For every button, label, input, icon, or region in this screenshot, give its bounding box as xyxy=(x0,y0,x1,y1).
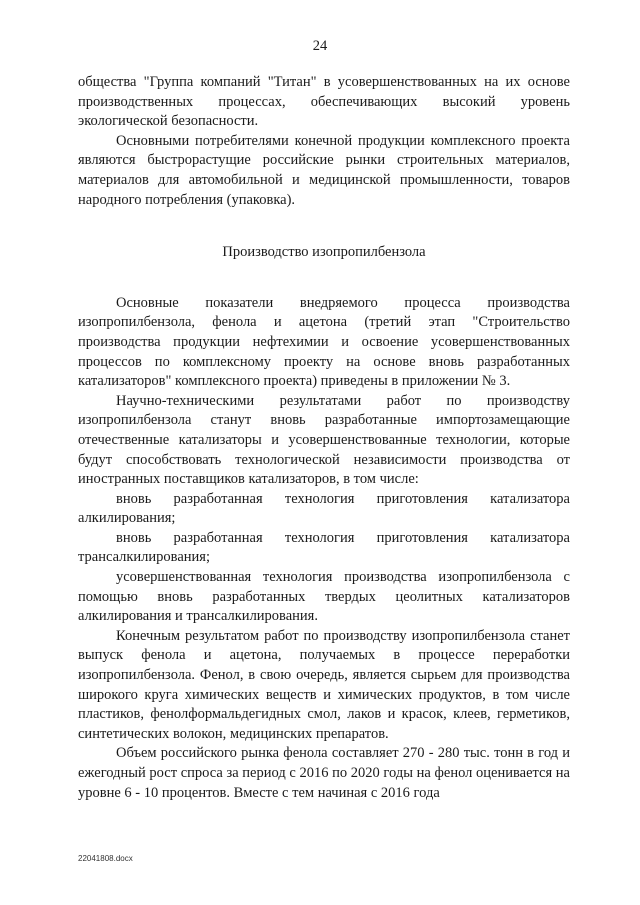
paragraph-consumers: Основными потребителями конечной продукции комплексного проекта являются быстрорастущие российские рынки строительных материалов, материалов для автомобильной и медицинской промышленности, товаров народного потребления (упаковка). xyxy=(78,132,570,208)
paragraph-market: Объем российского рынка фенола составляет 270 - 280 тыс. тонн в год и ежегодный рост спроса за период с 2016 по 2020 годы на фенол оценивается на уровне 6 - 10 процентов. Вместе с тем начиная с 2016 года xyxy=(78,745,570,801)
document-body xyxy=(78,73,570,803)
section-heading: Производство изопропилбензола xyxy=(222,244,426,261)
paragraph-indicators: Основные показатели внедряемого процесса производства изопропилбензола, фенола и ацетона (третий этап "Строительство производства продукции нефтехимии и освоение усовершенствованных процессов по комплексному проекту на основе вновь разработанных катализаторов" комплексного проекта) приведены в приложении № 3. xyxy=(78,294,570,390)
page-number: 24 xyxy=(312,38,328,54)
list-item: вновь разработанная технология приготовления катализатора трансалкилирования; xyxy=(78,529,570,566)
footer-filename: 22041808.docx xyxy=(78,854,133,863)
paragraph-continuation: общества "Группа компаний "Титан" в усовершенствованных на их основе производственных процессах, обеспечивающих высокий уровень экологической безопасности. xyxy=(78,74,570,130)
paragraph-final-result: Конечным результатом работ по производству изопропилбензола станет выпуск фенола и ацетона, получаемых в процессе переработки изопропилбензола. Фенол, в свою очередь, является сырьем для производства широкого круга химических веществ и химических продуктов, в том числе пластиков, фенолформальдегидных смол, лаков и красок, клеев, герметиков, синтетических волокон, медицинских препаратов. xyxy=(78,627,570,742)
list-item: вновь разработанная технология приготовления катализатора алкилирования; xyxy=(78,490,570,527)
paragraph-results: Научно-техническими результатами работ по производству изопропилбензола станут вновь разработанные импортозамещающие отечественные катализаторы и усовершенствованные технологии, которые будут способствовать технологической независимости производства от иностранных поставщиков катализаторов, в том числе: xyxy=(78,392,570,488)
list-item: усовершенствованная технология производства изопропилбензола с помощью вновь разработанных твердых цеолитных катализаторов алкилирования и трансалкилирования. xyxy=(78,569,570,625)
